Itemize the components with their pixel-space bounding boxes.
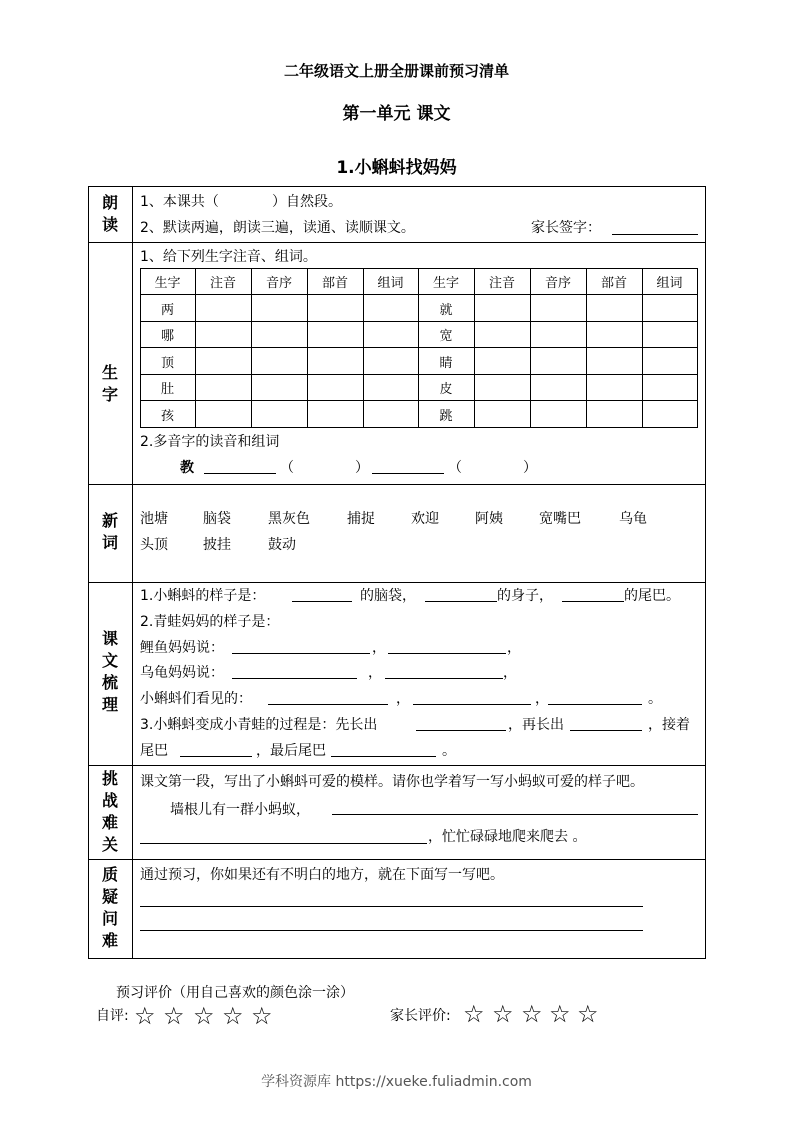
grid-header-word: 组词	[656, 276, 683, 291]
review-line7-start: 尾巴	[140, 743, 168, 759]
grid-char: 肚	[160, 382, 174, 397]
comma: ，	[507, 640, 521, 656]
answer-field[interactable]	[548, 704, 642, 705]
polyphone-title: 2.多音字的读音和组词	[140, 434, 280, 450]
paren-close: ）	[523, 460, 537, 476]
grid-char: 皮	[439, 382, 453, 397]
new-word: 池塘	[140, 511, 168, 527]
self-eval-star-icon[interactable]: ☆	[134, 1002, 156, 1030]
self-eval-star-icon[interactable]: ☆	[193, 1002, 215, 1030]
answer-field[interactable]	[268, 704, 388, 705]
grid-header-char: 生字	[432, 276, 459, 291]
paren-close: ）	[355, 460, 369, 476]
parent-eval-star-icon[interactable]: ☆	[492, 1000, 514, 1028]
section-label-review: 课 文 梳 理	[101, 629, 118, 714]
grid-char: 就	[439, 303, 453, 318]
grid-char: 跳	[439, 409, 453, 424]
read-line1-start: 1、本课共（	[140, 194, 219, 210]
grid-header-radical: 部首	[321, 276, 348, 291]
paren-open: （	[448, 460, 462, 476]
parent-eval-star-icon[interactable]: ☆	[549, 1000, 571, 1028]
answer-field[interactable]	[180, 756, 252, 757]
evaluation-title: 预习评价（用自己喜欢的颜色涂一涂）	[116, 985, 354, 1001]
new-word: 阿姨	[475, 511, 503, 527]
comma: ，	[535, 691, 549, 707]
lesson-title: 1.小蝌蚪找妈妈	[336, 158, 457, 178]
grid-header-char: 生字	[154, 276, 181, 291]
review-line6-end: ，接着	[648, 717, 690, 733]
grid-char: 睛	[439, 356, 453, 371]
section-label-chars: 生 字	[101, 363, 118, 404]
period: 。	[648, 691, 662, 707]
questions-prompt: 通过预习，你如果还有不明白的地方，就在下面写一写吧。	[140, 867, 504, 883]
polyphone-word-field[interactable]	[204, 473, 276, 474]
comma: ，	[503, 665, 517, 681]
self-eval-star-icon[interactable]: ☆	[222, 1002, 244, 1030]
parent-eval-label: 家长评价:	[390, 1008, 451, 1024]
review-line1-body: 的身子，	[497, 588, 553, 604]
comma: ，	[396, 691, 410, 707]
answer-field[interactable]	[416, 730, 506, 731]
new-word: 捕捉	[347, 511, 375, 527]
chars-instruction: 1、给下列生字注音、组词。	[140, 249, 317, 265]
grid-char: 哪	[160, 329, 174, 344]
self-eval-star-icon[interactable]: ☆	[163, 1002, 185, 1030]
answer-field[interactable]	[425, 601, 497, 602]
answer-field[interactable]	[570, 730, 642, 731]
review-line3: 鲤鱼妈妈说：	[140, 640, 224, 656]
new-word: 披挂	[203, 537, 231, 553]
comma: ，	[372, 640, 386, 656]
answer-field[interactable]	[292, 601, 352, 602]
review-line1-tail: 的尾巴。	[624, 588, 680, 604]
review-line5: 小蝌蚪们看见的：	[140, 691, 252, 707]
challenge-answer-field[interactable]	[332, 814, 698, 815]
paren-open: （	[280, 460, 294, 476]
review-line7-mid: ，最后尾巴	[256, 743, 326, 759]
new-word: 乌龟	[619, 511, 647, 527]
answer-field[interactable]	[388, 653, 506, 654]
comma: ，	[368, 665, 382, 681]
grid-header-pinyin: 注音	[209, 276, 236, 291]
question-line[interactable]	[140, 906, 643, 907]
new-word: 欢迎	[411, 511, 439, 527]
parent-eval-star-icon[interactable]: ☆	[521, 1000, 543, 1028]
polyphone-word-field[interactable]	[372, 473, 444, 474]
section-label-challenge: 挑 战 难 关	[101, 769, 118, 854]
answer-field[interactable]	[385, 678, 503, 679]
main-title: 二年级语文上册全册课前预习清单	[283, 62, 509, 80]
parent-eval-star-icon[interactable]: ☆	[577, 1000, 599, 1028]
footer-source[interactable]: 学科资源库 https://xueke.fuliadmin.com	[261, 1074, 532, 1090]
grid-char: 两	[160, 303, 174, 318]
grid-char: 孩	[160, 409, 174, 424]
answer-field[interactable]	[232, 678, 357, 679]
question-line[interactable]	[140, 930, 643, 931]
grid-char: 顶	[160, 356, 174, 371]
review-line1-head: 的脑袋，	[360, 588, 416, 604]
answer-field[interactable]	[413, 704, 531, 705]
grid-header-radical: 部首	[600, 276, 627, 291]
challenge-end: ，忙忙碌碌地爬来爬去 。	[428, 829, 587, 845]
review-line2: 2.青蛙妈妈的样子是：	[140, 614, 280, 630]
read-line1-end: ）自然段。	[272, 194, 342, 210]
new-word: 鼓动	[268, 537, 296, 553]
challenge-start: 墙根儿有一群小蚂蚁，	[170, 802, 310, 818]
review-line4: 乌龟妈妈说：	[140, 665, 224, 681]
review-line1-start: 1.小蝌蚪的样子是：	[140, 588, 266, 604]
new-word: 头顶	[140, 537, 168, 553]
section-label-read: 朗 读	[101, 193, 118, 234]
review-line7-end: 。	[442, 743, 456, 759]
grid-header-word: 组词	[377, 276, 404, 291]
challenge-answer-field[interactable]	[140, 843, 427, 844]
answer-field[interactable]	[562, 601, 624, 602]
polyphone-char: 教	[180, 460, 194, 476]
grid-header-order: 音序	[265, 276, 292, 291]
grid-header-order: 音序	[544, 276, 571, 291]
new-word: 黑灰色	[268, 511, 310, 527]
grid-char: 宽	[439, 329, 453, 344]
read-line2: 2、默读两遍，朗读三遍，读通、读顺课文。	[140, 220, 415, 236]
section-label-questions: 质 疑 问 难	[101, 865, 118, 950]
parent-signature-field[interactable]	[612, 234, 698, 235]
self-eval-label: 自评:	[96, 1008, 129, 1024]
new-word: 宽嘴巴	[539, 511, 581, 527]
parent-signature-label: 家长签字：	[531, 220, 601, 236]
unit-title: 第一单元 课文	[342, 104, 451, 124]
parent-eval-star-icon[interactable]: ☆	[463, 1000, 485, 1028]
review-line6-start: 3.小蝌蚪变成小青蛙的过程是：先长出	[140, 717, 378, 733]
challenge-prompt: 课文第一段，写出了小蝌蚪可爱的模样。请你也学着写一写小蚂蚁可爱的样子吧。	[140, 774, 644, 790]
answer-field[interactable]	[331, 756, 436, 757]
review-line6-mid: ，再长出	[508, 717, 564, 733]
section-label-words: 新 词	[101, 511, 118, 552]
answer-field[interactable]	[232, 653, 370, 654]
grid-header-pinyin: 注音	[488, 276, 515, 291]
self-eval-star-icon[interactable]: ☆	[251, 1002, 273, 1030]
new-word: 脑袋	[203, 511, 231, 527]
